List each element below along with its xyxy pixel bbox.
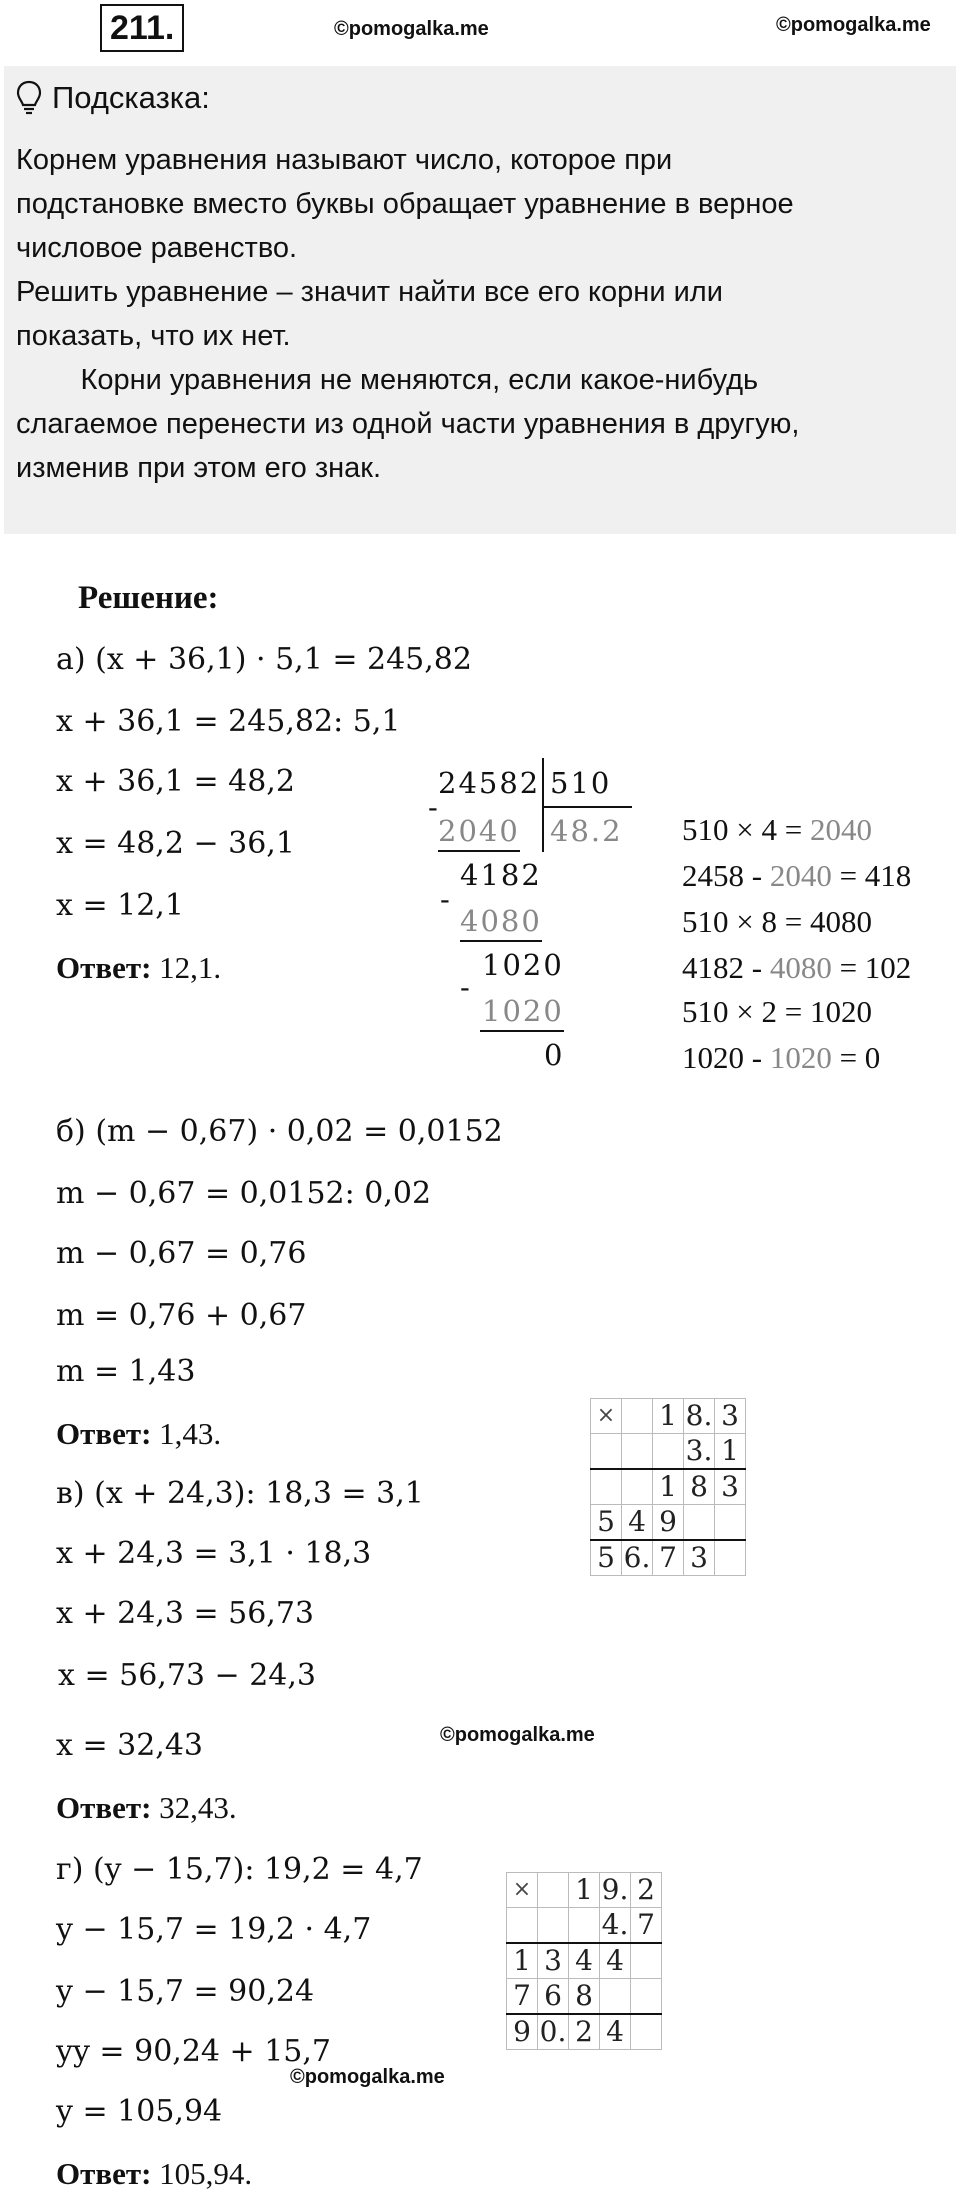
hint-line-1: Корнем уравнения называют число, которое при [16,144,673,176]
grid-row [591,1540,746,1576]
grid-cell: 2 [631,1873,662,1908]
hint-line-2: подстановке вместо буквы обращает уравнение в верное [16,188,794,220]
check-part: 1020 [769,1040,832,1075]
grid-cell [631,1979,662,2015]
grid-cell: 0. [538,2014,569,2050]
hint-line-7: слагаемое перенести из одной части уравнения в другую, [16,408,800,440]
check-part: 510 × 4 = [682,812,810,847]
grid-cell: 1 [653,1469,684,1505]
b-line-4: m = 0,76 + 0,67 [56,1298,307,1333]
division-underline-2 [460,940,542,942]
check-part: = 418 [831,858,912,893]
grid-row [507,1873,662,1908]
grid-cell: 5 [591,1505,622,1541]
grid-row [507,1979,662,2015]
check-part: = 0 [831,1040,881,1075]
b-line-2: m − 0,67 = 0,0152: 0,02 [56,1176,432,1211]
division-minus-2: - [440,882,452,916]
hint-line-6: Корни уравнения не меняются, если какое-нибудь [16,364,759,396]
solution-title: Решение: [78,580,219,616]
division-horizontal-line [542,806,632,808]
division-row-5: 1020 [482,994,564,1028]
grid-cell: 4 [622,1505,653,1541]
hint-line-3: числовое равенство. [16,232,298,264]
c-line-3: x + 24,3 = 56,73 [56,1596,315,1631]
c-answer-label: Ответ: [56,1790,152,1825]
grid-cell: 7 [631,1908,662,1944]
grid-cell [622,1434,653,1470]
grid-cell: 3 [715,1399,746,1434]
division-vertical-line [542,758,544,852]
grid-row [507,1908,662,1944]
d-line-1 [56,1852,423,1887]
grid-cell: 8. [684,1399,715,1434]
division-row-2: 4182 [460,858,542,892]
d-line-2: y − 15,7 = 19,2 · 4,7 [56,1912,372,1947]
division-dividend: 24582 [438,766,541,800]
hint-line-8: изменив при этом его знак. [16,452,382,484]
c-line-2: x + 24,3 = 3,1 · 18,3 [56,1536,372,1571]
d-answer [56,2156,252,2192]
b-line-1 [56,1114,503,1149]
grid-cell [653,1434,684,1470]
b-answer-value: 1,43. [159,1416,222,1451]
d-answer-value: 105,94. [159,2156,253,2191]
grid-cell: 4 [600,2014,631,2050]
a-line-2: x + 36,1 = 245,82: 5,1 [56,704,401,739]
division-minus-3: - [460,970,472,1004]
hint-title [16,80,210,116]
grid-cell: 7 [507,1979,538,2015]
grid-row [507,2014,662,2050]
mult2-sign: × [507,1873,538,1908]
check-4 [682,950,911,986]
check-part: 2040 [769,858,832,893]
d-line-3: y − 15,7 = 90,24 [56,1974,315,2009]
a-eq-1: (x + 36,1) · 5,1 = 245,82 [95,642,472,677]
grid-cell [631,2014,662,2050]
c-answer [56,1790,237,1826]
grid-cell: 9 [507,2014,538,2050]
a-line-5: x = 12,1 [56,888,184,923]
division-divisor: 510 [550,766,612,800]
watermark-middle: ©pomogalka.me [440,1724,595,1746]
c-answer-value: 32,43. [159,1790,237,1825]
grid-cell: 3 [538,1943,569,1979]
multiplication-grid-1 [590,1398,746,1576]
grid-cell: 4 [569,1943,600,1979]
grid-cell [622,1399,653,1434]
a-line-1 [56,642,472,677]
grid-cell [569,1908,600,1944]
grid-cell: 1 [507,1943,538,1979]
mult1-sign: × [591,1399,622,1434]
grid-cell: 5 [591,1540,622,1576]
a-answer-label: Ответ: [56,950,152,985]
b-label: б) [56,1114,86,1149]
grid-cell: 3 [715,1469,746,1505]
grid-row [507,1943,662,1979]
watermark-left: ©pomogalka.me [334,18,489,40]
c-line-4: x = 56,73 − 24,3 [58,1658,317,1693]
division-row-6: 0 [544,1038,565,1072]
a-line-3: x + 36,1 = 48,2 [56,764,295,799]
lightbulb-icon [16,80,42,116]
multiplication-grid-2 [506,1872,662,2050]
check-part: 2040 [809,812,872,847]
a-label: а) [56,642,86,677]
grid-cell [538,1908,569,1944]
check-part: 1020 - [682,1040,770,1075]
c-label: в) [56,1476,85,1511]
grid-cell: 1 [715,1434,746,1470]
d-answer-label: Ответ: [56,2156,152,2191]
d-label: г) [56,1852,84,1887]
grid-cell: 1 [569,1873,600,1908]
b-line-5: m = 1,43 [56,1354,196,1389]
grid-row [591,1505,746,1541]
grid-cell: 6 [538,1979,569,2015]
grid-cell [507,1908,538,1944]
b-answer-label: Ответ: [56,1416,152,1451]
grid-cell [591,1469,622,1505]
grid-cell: 6. [622,1540,653,1576]
division-row-1: 2040 [438,814,520,848]
problem-number: 211. [100,4,184,52]
grid-cell: 2 [569,2014,600,2050]
grid-row [591,1434,746,1470]
b-line-3: m − 0,67 = 0,76 [56,1236,307,1271]
watermark-right: ©pomogalka.me [776,14,931,36]
division-row-4: 1020 [482,948,564,982]
grid-cell: 8 [569,1979,600,2015]
c-line-5: x = 32,43 [56,1728,204,1763]
grid-cell: 1 [653,1399,684,1434]
d-eq-1: (y − 15,7): 19,2 = 4,7 [92,1852,423,1887]
grid-cell: 9. [600,1873,631,1908]
check-part: = 102 [831,950,912,985]
grid-cell: 9 [653,1505,684,1541]
grid-cell: 3 [684,1540,715,1576]
grid-row [591,1469,746,1505]
d-line-5: y = 105,94 [56,2094,223,2129]
grid-cell: 7 [653,1540,684,1576]
d-line-4: yy = 90,24 + 15,7 [56,2034,331,2069]
check-3 [682,904,872,940]
grid-cell [591,1434,622,1470]
a-answer [56,950,221,986]
division-minus-1: - [428,790,440,824]
check-part: 2458 - [682,858,770,893]
hint-line-5: показать, что их нет. [16,320,291,352]
check-part: 510 × 8 = 4080 [682,904,872,939]
grid-cell [622,1469,653,1505]
watermark-bottom: ©pomogalka.me [290,2066,445,2088]
a-answer-value: 12,1. [159,950,222,985]
hint-title-text: Подсказка: [52,80,210,115]
division-underline-3 [480,1030,564,1032]
grid-cell [715,1505,746,1541]
grid-cell: 8 [684,1469,715,1505]
division-row-3: 4080 [460,904,542,938]
a-line-4: x = 48,2 − 36,1 [56,826,295,861]
check-part: 4080 [769,950,832,985]
c-line-1 [56,1476,424,1511]
grid-cell [538,1873,569,1908]
check-part: 510 × 2 = 1020 [682,994,872,1029]
division-underline-1 [438,850,520,852]
grid-cell: 4. [600,1908,631,1944]
grid-cell [715,1540,746,1576]
check-6 [682,1040,880,1076]
b-answer [56,1416,221,1452]
grid-cell: 4 [600,1943,631,1979]
hint-line-4: Решить уравнение – значит найти все его корни или [16,276,723,308]
c-eq-1: (x + 24,3): 18,3 = 3,1 [94,1476,424,1511]
division-quotient: 48.2 [550,814,623,848]
b-eq-1: (m − 0,67) · 0,02 = 0,0152 [95,1114,503,1149]
grid-cell [684,1505,715,1541]
check-part: 4182 - [682,950,770,985]
grid-cell [600,1979,631,2015]
check-1 [682,812,872,848]
check-2 [682,858,911,894]
grid-row [591,1399,746,1434]
grid-cell: 3. [684,1434,715,1470]
grid-cell [631,1943,662,1979]
check-5 [682,994,872,1030]
